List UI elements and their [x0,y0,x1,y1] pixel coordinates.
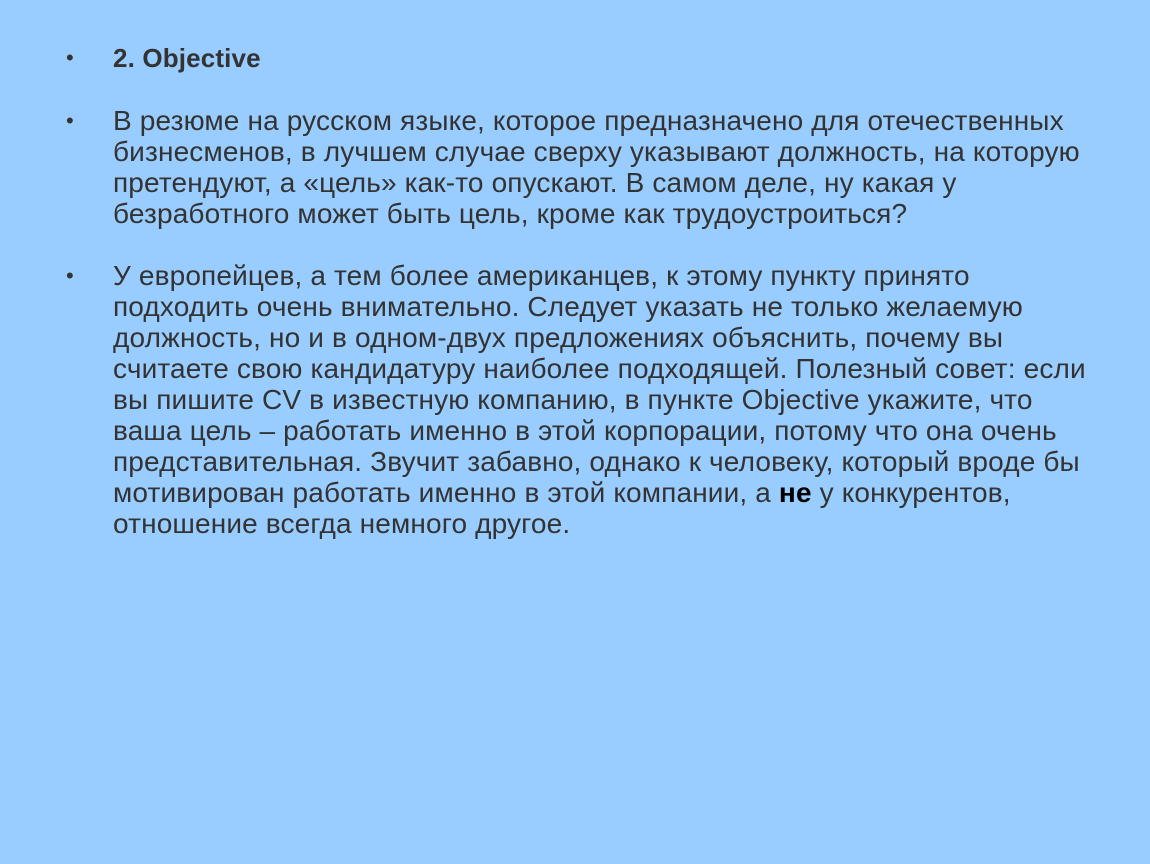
bullet-item-russian-resume [66,105,1106,229]
bullet-list [66,42,1106,539]
bullet-marker: • [66,45,74,70]
bullet-marker: • [66,263,74,288]
emphasis-word: не [778,477,812,508]
bullet-marker: • [66,108,74,133]
european-resume-text-before: У европейцев, а тем более американцев, к этому пункту принято подходить очень внимательно. Следует указать не только желаемую должность, но и в одном-двух предложениях объяснить, почему вы считаете свою кандидатуру наиболее подходящей. Полезный совет: если вы пишите CV в известную компанию, в пункте Objective укажите, что ваша цель – работать именно в этой корпорации, потому что она очень представительная. Звучит забавно, однако к человеку, который вроде бы мотивирован работать именно в этой компании, а [113,260,1086,508]
bullet-item-european-resume [66,260,1106,539]
european-resume-paragraph [113,260,1086,539]
russian-resume-paragraph: В резюме на русском языке, которое предназначено для отечественных бизнесменов, в лучшем случае сверху указывают должность, на которую претендуют, а «цель» как-то опускают. В самом деле, ну какая у безработного может быть цель, кроме как трудоустроиться? [113,105,1080,229]
european-resume-text-after: у конкурентов, отношение всегда немного другое. [113,477,1011,539]
bullet-item-objective-heading [66,42,1106,74]
objective-heading: 2. Objective [113,43,261,73]
